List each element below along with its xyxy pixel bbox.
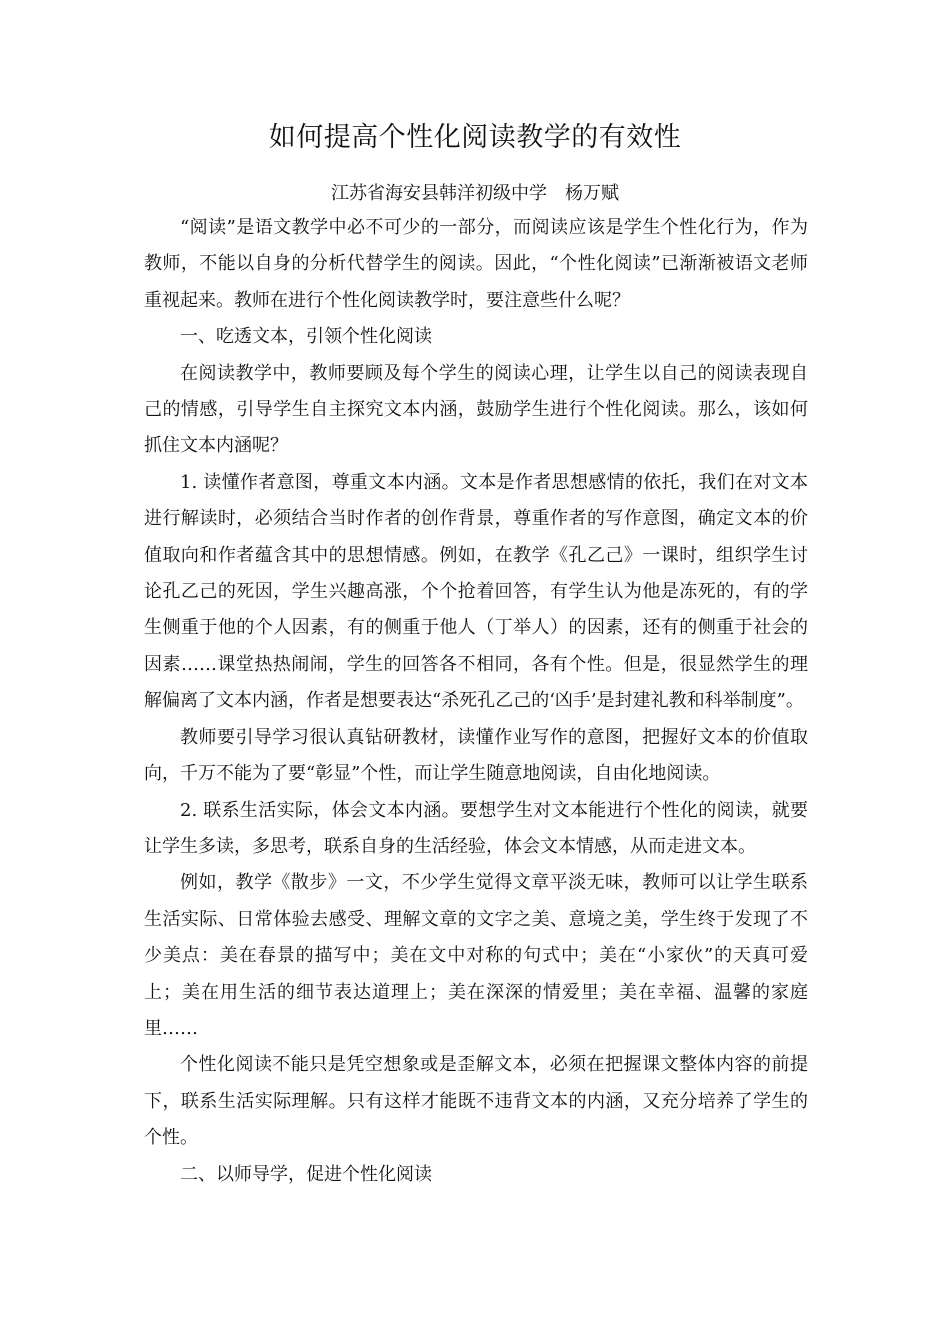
paragraph: 例如，教学《散步》一文，不少学生觉得文章平淡无味，教师可以让学生联系生活实际、日常体验去感受、理解文章的文字之美、意境之美，学生终于发现了不少美点：美在春景的描写中；美在文中对称的句式中；美在“小家伙”的天真可爱上；美在用生活的细节表达道理上；美在深深的情爱里；美在幸福、温馨的家庭里…… (144, 872, 808, 1039)
author-byline: 江苏省海安县韩洋初级中学 杨万赋 (331, 183, 619, 204)
paragraph: 个性化阅读不能只是凭空想象或是歪解文本，必须在把握课文整体内容的前提下，联系生活实际理解。只有这样才能既不违背文本的内涵，又充分培养了学生的个性。 (144, 1054, 808, 1149)
paragraph-intro: “阅读”是语文教学中必不可少的一部分，而阅读应该是学生个性化行为，作为教师，不能以自身的分析代替学生的阅读。因此，“个性化阅读”已渐渐被语文老师重视起来。教师在进行个性化阅读教学时，要注意些什么呢？ (144, 217, 808, 311)
section-heading-1: 一、吃透文本，引领个性化阅读 (180, 326, 432, 348)
document-title: 如何提高个性化阅读教学的有效性 (268, 122, 682, 153)
paragraph: 在阅读教学中，教师要顾及每个学生的阅读心理，让学生以自己的阅读表现自己的情感，引导学生自主探究文本内涵，鼓励学生进行个性化阅读。那么，该如何抓住文本内涵呢？ (144, 362, 808, 457)
document-body (144, 210, 808, 1193)
paragraph-point-2: 2. 联系生活实际，体会文本内涵。要想学生对文本能进行个性化的阅读，就要让学生多读，多思考，联系自身的生活经验，体会文本情感，从而走进文本。 (144, 799, 808, 857)
paragraph-point-1: 1. 读懂作者意图，尊重文本内涵。文本是作者思想感情的依托，我们在对文本进行解读时，必须结合当时作者的创作背景，尊重作者的写作意图，确定文本的价值取向和作者蕴含其中的思想情感。例如，在教学《孔乙己》一课时，组织学生讨论孔乙己的死因，学生兴趣高涨，个个抢着回答，有学生认为他是冻死的，有的学生侧重于他的个人因素，有的侧重于他人（丁举人）的因素，还有的侧重于社会的因素……课堂热热闹闹，学生的回答各不相同，各有个性。但是，很显然学生的理解偏离了文本内涵，作者是想要表达“杀死孔乙己的‘凶手’是封建礼教和科举制度”。 (144, 471, 808, 712)
paragraph: 教师要引导学习很认真钻研教材，读懂作业写作的意图，把握好文本的价值取向，千万不能为了要“彰显”个性，而让学生随意地阅读，自由化地阅读。 (144, 726, 808, 785)
section-heading-2: 二、以师导学，促进个性化阅读 (180, 1163, 432, 1185)
